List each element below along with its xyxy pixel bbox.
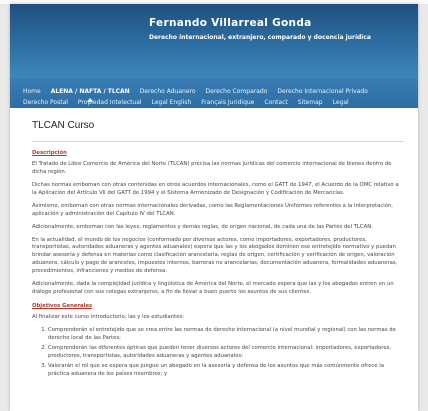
paragraph: El Tratado de Libre Comercio de América del Norte (TLCAN) precisa las normas jurídicas del comercio internacional de bienes dentro de dicha región.	[32, 160, 392, 175]
page-container	[10, 4, 418, 411]
site-header	[10, 4, 418, 78]
site-subtitle: Derecho internacional, extranjero, comparado y docencia jurídica	[149, 34, 371, 41]
nav-item-francais-juridique[interactable]: Français Juridique	[201, 99, 255, 106]
objectives-intro: Al finalizar este curso introductorio, las y los estudiantes:	[32, 314, 185, 320]
page-title: TLCAN Curso	[32, 120, 95, 131]
nav-item-derecho-aduanero[interactable]: Derecho Aduanero	[139, 87, 196, 95]
site-title[interactable]: Fernando Villarreal Gonda	[149, 17, 312, 29]
list-item: 2. Comprenderán las diferentes ópticas que pueden tener diversos actores del comercio internacional: importadores, exportadores, productores, transportistas, autoridades aduaneras y agentes aduanales;	[48, 345, 404, 361]
main-content	[10, 108, 418, 379]
objectives-heading: Objetivos Generales	[32, 303, 93, 310]
nav-item-sitemap[interactable]: Sitemap	[297, 99, 323, 106]
paragraph: Adicionalmente, dada la complejidad jurídica y lingüística de América del Norte, el mercado espera que las y los abogados entren en un diálogo profesional con sus colegas extranjeros, a fin de llevar a buen puerto los asuntos de sus clientes.	[32, 281, 394, 296]
nav-row-primary	[10, 84, 418, 98]
nav-row-secondary	[10, 97, 418, 108]
nav-item-derecho-comparado[interactable]: Derecho Comparado	[205, 87, 268, 95]
list-item: 1. Comprenderán el entretejido que se crea entre las normas de derecho internacional (a nivel mundial y regional) con las normas de derecho local de las Partes;	[48, 327, 404, 343]
nav-item-legal-english[interactable]: Legal English	[151, 99, 192, 106]
paragraph: En la actualidad, el mundo de los negocios (conformado por diversos actores, como importadores, exportadores, productores, transportistas, autoridades aduaneras y agentes aduanales) espera que las y los abogados dominen ese entretejido normativo y puedan brindar asesoría y defensa en materias como clasificación arancelaria, reglas de origen, certificación y verificación de origen, valoración aduanera, cálculo y pago de aranceles, impuestos internos, barreras no arancelarias, documentación aduanera, formalidades aduaneras, procedimientos, infracciones y medios de defensa.	[32, 236, 398, 275]
objectives-list	[32, 327, 404, 379]
paragraph: Asimismo, emboman con otras normas internacionales derivadas, como las Reglamentaciones Uniformes referentes a la interpretación, aplicación y administración del Capítulo IV del TLCAN.	[32, 202, 393, 217]
paragraph: Adicionalmente, emboman con las leyes, reglamentos y demás reglas, de origen nacional, de cada una de las Partes del TLCAN.	[32, 223, 373, 230]
list-item: 3. Valorarán el rol que se espera que juegue un abogado en la asesoría y defensa de los asuntos que más comúnmente ofrece la práctica aduanera de los países miembros; y	[48, 363, 404, 379]
nav-item-propiedad-intelectual[interactable]: Propiedad Intelectual	[77, 99, 142, 106]
main-navigation	[10, 78, 418, 108]
nav-item-contact[interactable]: Contact	[264, 99, 288, 106]
title-divider	[32, 141, 404, 142]
paragraph: Dichas normas emboman con otras contenidas en otros acuerdos internacionales, como el GATT de 1947, el Acuerdo de la OMC relativo a la Aplicación del Artículo VII del GATT de 1994 y el Sistema Armonizado de Designación y Codificación de Mercancías.	[32, 181, 399, 196]
nav-item-derecho-postal[interactable]: Derecho Postal	[23, 99, 68, 106]
nav-item-alena-nafta-tlcan[interactable]: ALENA / NAFTA / TLCAN	[46, 88, 135, 95]
nav-item-derecho-internacional-privado[interactable]: Derecho Internacional Privado	[277, 87, 368, 95]
description-heading: Descripción	[32, 150, 67, 156]
nav-item-legal[interactable]: Legal	[332, 99, 349, 106]
nav-item-home[interactable]: Home	[23, 87, 41, 95]
